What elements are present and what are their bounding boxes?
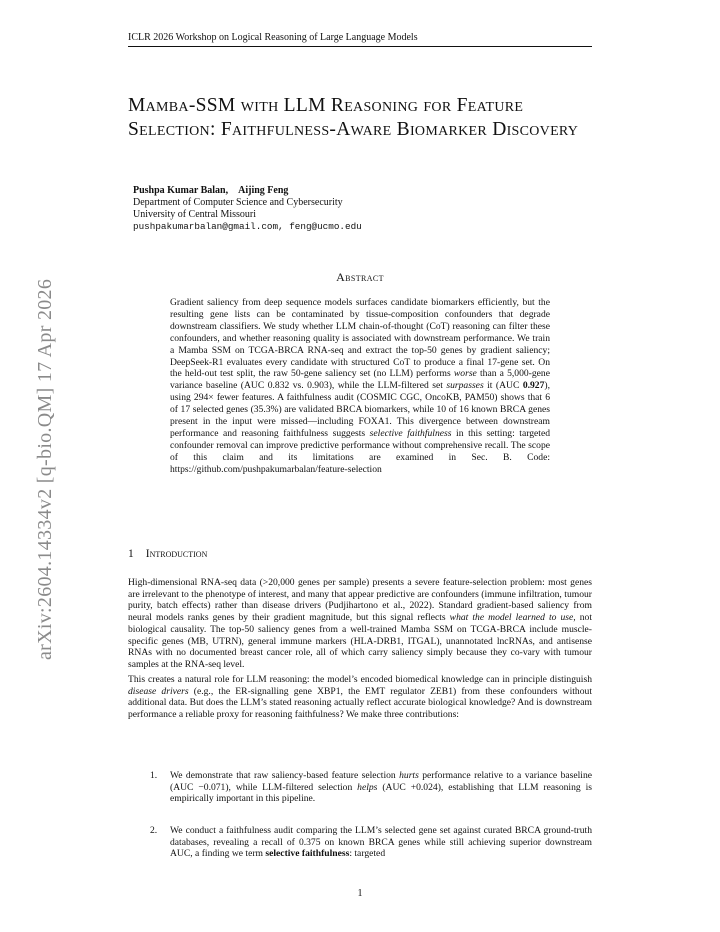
page-number: 1	[357, 888, 363, 899]
affiliation-department: Department of Computer Science and Cybersecurity	[133, 197, 343, 208]
author-names	[133, 185, 362, 197]
running-header: ICLR 2026 Workshop on Logical Reasoning of Large Language Models	[128, 32, 592, 47]
item-emphasis: hurts	[399, 770, 419, 781]
abstract-heading: Abstract	[336, 270, 384, 284]
item-text: (AUC +0.024), establishing that LLM reasoning is empirically important in this pipeline.	[170, 781, 592, 805]
author-block	[133, 185, 362, 233]
list-number: 1.	[150, 770, 158, 781]
section-title: Introduction	[145, 548, 208, 560]
paper-title: Mamba-SSM with LLM Reasoning for Feature Selection: Faithfulness-Aware Biomarker Discovery	[128, 95, 579, 140]
abstract-body	[170, 297, 550, 476]
paragraph-text: (e.g., the ER-signalling gene XBP1, the EMT regulator ZEB1) from these confounders without additional data. But does the LLM’s stated reasoning actually reflect accurate biological knowledge? And is downstream performance a reliable proxy for reasoning faithfulness? We make three contributions:	[128, 685, 592, 721]
paragraph-text: This creates a natural role for LLM reasoning: the model’s encoded biomedical knowledge can in principle distinguish	[128, 674, 592, 685]
author-name: Aijing Feng	[238, 185, 289, 196]
paragraph-text: High-dimensional RNA-seq data (>20,000 genes per sample) presents a severe feature-selection problem: most genes are irrelevant to the phenotype of interest, and many that appear predictive are confounders (immune infiltration, tumour purity, batch effects) rather than disease drivers (Pudjihartono et al., 2022). Standard gradient-based saliency from neural models ranks genes by their gradient magnitude, but this signal reflects	[128, 577, 592, 624]
author-name: Pushpa Kumar Balan,	[133, 185, 229, 196]
intro-paragraph-1	[128, 577, 592, 671]
item-text: We demonstrate that raw saliency-based feature selection	[170, 770, 400, 781]
arxiv-sidebar	[14, 240, 54, 660]
contribution-item-1	[150, 770, 592, 805]
paragraph-emphasis: what the model learned to use	[449, 612, 574, 624]
abstract-emphasis: worse	[453, 368, 477, 380]
paragraph-text: , not biological causality. The top-50 saliency genes from a well-trained Mamba SSM on TCGA-BRCA include muscle-specific genes (MB, UTRN), general immune markers (HLA-DRB1, ITGAL), unannotated lncRNAs, and antisense RNAs with no documented breast cancer role, all of which carry saliency simply because they co-vary with tumour samples at the RNA-seq level.	[128, 612, 593, 670]
abstract-text: Gradient saliency from deep sequence models surfaces candidate biomarkers efficiently, but the resulting gene lists can be contaminated by tissue-composition confounders that degrade downstream classifiers. We study whether LLM chain-of-thought (CoT) reasoning can filter these confounders, and whether reasoning quality is associated with downstream performance. We train a Mamba SSM on TCGA-BRCA RNA-seq and extract the top-50 genes by gradient saliency; DeepSeek-R1 evaluates every candidate with structured CoT to produce a final 17-gene set. On the held-out test split, the raw 50-gene saliency set (no LLM) performs	[170, 297, 550, 380]
abstract-text: than a 5,000-gene variance baseline (AUC 0.832 vs. 0.903), while the LLM-filtered set	[170, 368, 550, 392]
abstract-text: in this setting: targeted confounder removal can improve predictive performance without comprehensive recall. The scope of this claim and its limitations are examined in Sec. B. Code: https://github.com/pushpakumarbalan/feature-selection	[170, 427, 551, 475]
list-item-text	[170, 770, 592, 805]
arxiv-identifier: arXiv:2604.14334v2 [q-bio.QM] 17 Apr 2026	[34, 278, 56, 660]
abstract-emphasis: surpasses	[446, 380, 484, 392]
list-number: 2.	[150, 825, 158, 836]
item-text: We conduct a faithfulness audit comparing the LLM’s selected gene set against curated BRCA ground-truth databases, revealing a recall of 0.375 on known BRCA genes while still achieving superior downstream AUC, a finding we term	[170, 825, 592, 860]
abstract-emphasis: selective faithfulness	[369, 427, 452, 439]
affiliation-university: University of Central Missouri	[133, 209, 257, 220]
item-text: performance relative to a variance baseline (AUC −0.071), while LLM-filtered selection	[170, 770, 593, 793]
intro-paragraph-2	[128, 674, 592, 721]
paragraph-emphasis: disease drivers	[128, 685, 189, 697]
list-item-text	[170, 825, 592, 860]
item-text: : targeted	[349, 848, 386, 860]
contribution-item-2	[150, 825, 592, 860]
item-bold: selective faithfulness	[265, 848, 350, 860]
item-emphasis: helps	[357, 781, 378, 793]
section-number: 1	[128, 548, 134, 560]
abstract-text: ), using 294× fewer features. A faithfulness audit (COSMIC CGC, OncoKB, PAM50) shows that 6 of 17 selected genes (35.3%) are validated BRCA biomarkers, while 10 of 16 known BRCA genes present in the input were missed—including FOXA1. This divergence between downstream performance and reasoning faithfulness suggests	[170, 380, 550, 439]
abstract-text: it (AUC	[483, 380, 523, 392]
abstract-bold: 0.927	[522, 380, 545, 392]
author-emails: pushpakumarbalan@gmail.com, feng@ucmo.edu	[133, 221, 362, 232]
section-heading	[128, 548, 207, 560]
